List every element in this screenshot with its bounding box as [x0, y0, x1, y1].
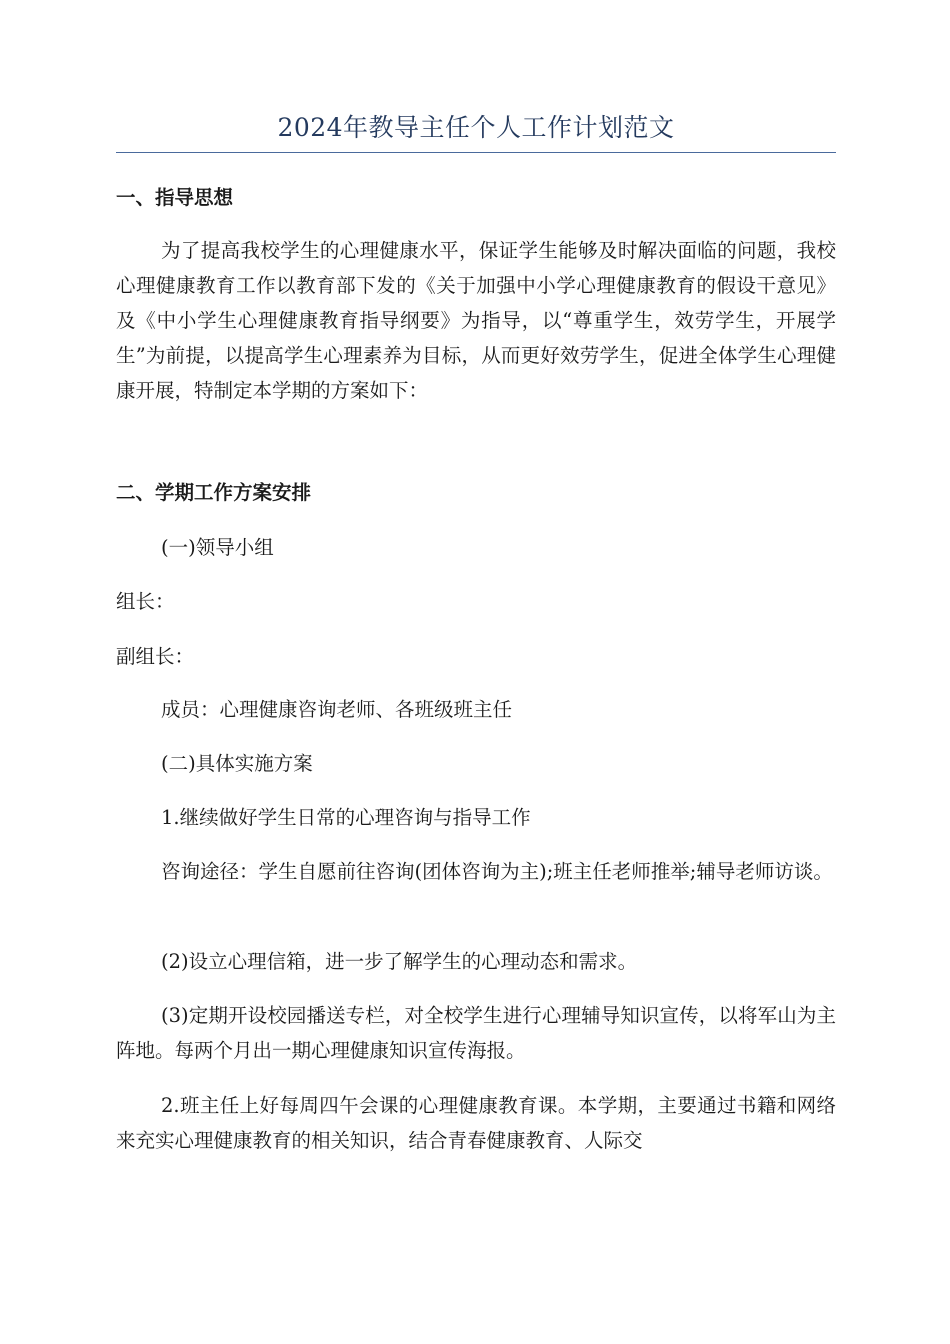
section1-heading: 一、指导思想 — [116, 186, 234, 209]
broadcast-paragraph: (3)定期开设校园播送专栏，对全校学生进行心理辅导知识宣传，以将军山为主阵地。每两个月出一期心理健康知识宣传海报。 — [116, 1004, 836, 1062]
plan-subheading: (二)具体实施方案 — [161, 752, 313, 775]
deputy-leader-line: 副组长： — [116, 645, 195, 668]
leader-line: 组长： — [116, 590, 175, 613]
members-line: 成员：心理健康咨询老师、各班级班主任 — [161, 698, 513, 721]
section2-heading: 二、学期工作方案安排 — [116, 481, 312, 504]
class-course-paragraph: 2.班主任上好每周四午会课的心理健康教育课。本学期，主要通过书籍和网络来充实心理健康教育的相关知识，结合青春健康教育、人际交 — [116, 1094, 836, 1152]
section1-paragraph: 为了提高我校学生的心理健康水平，保证学生能够及时解决面临的问题，我校心理健康教育工作以教育部下发的《关于加强中小学心理健康教育的假设干意见》及《中小学生心理健康教育指导纲要》为指导，以“尊重学生，效劳学生，开展学生”为前提，以提高学生心理素养为目标，从而更好效劳学生，促进全体学生心理健康开展，特制定本学期的方案如下： — [116, 239, 836, 402]
item1-line: 1.继续做好学生日常的心理咨询与指导工作 — [161, 806, 531, 829]
title-underline — [116, 152, 836, 153]
group-subheading: (一)领导小组 — [161, 536, 274, 559]
document-page — [116, 108, 836, 1152]
consult-channels-paragraph: 咨询途径：学生自愿前往咨询(团体咨询为主);班主任老师推举;辅导老师访谈。 — [161, 860, 833, 883]
document-title: 2024年教导主任个人工作计划范文 — [277, 113, 675, 142]
letterbox-paragraph: (2)设立心理信箱，进一步了解学生的心理动态和需求。 — [161, 950, 638, 973]
